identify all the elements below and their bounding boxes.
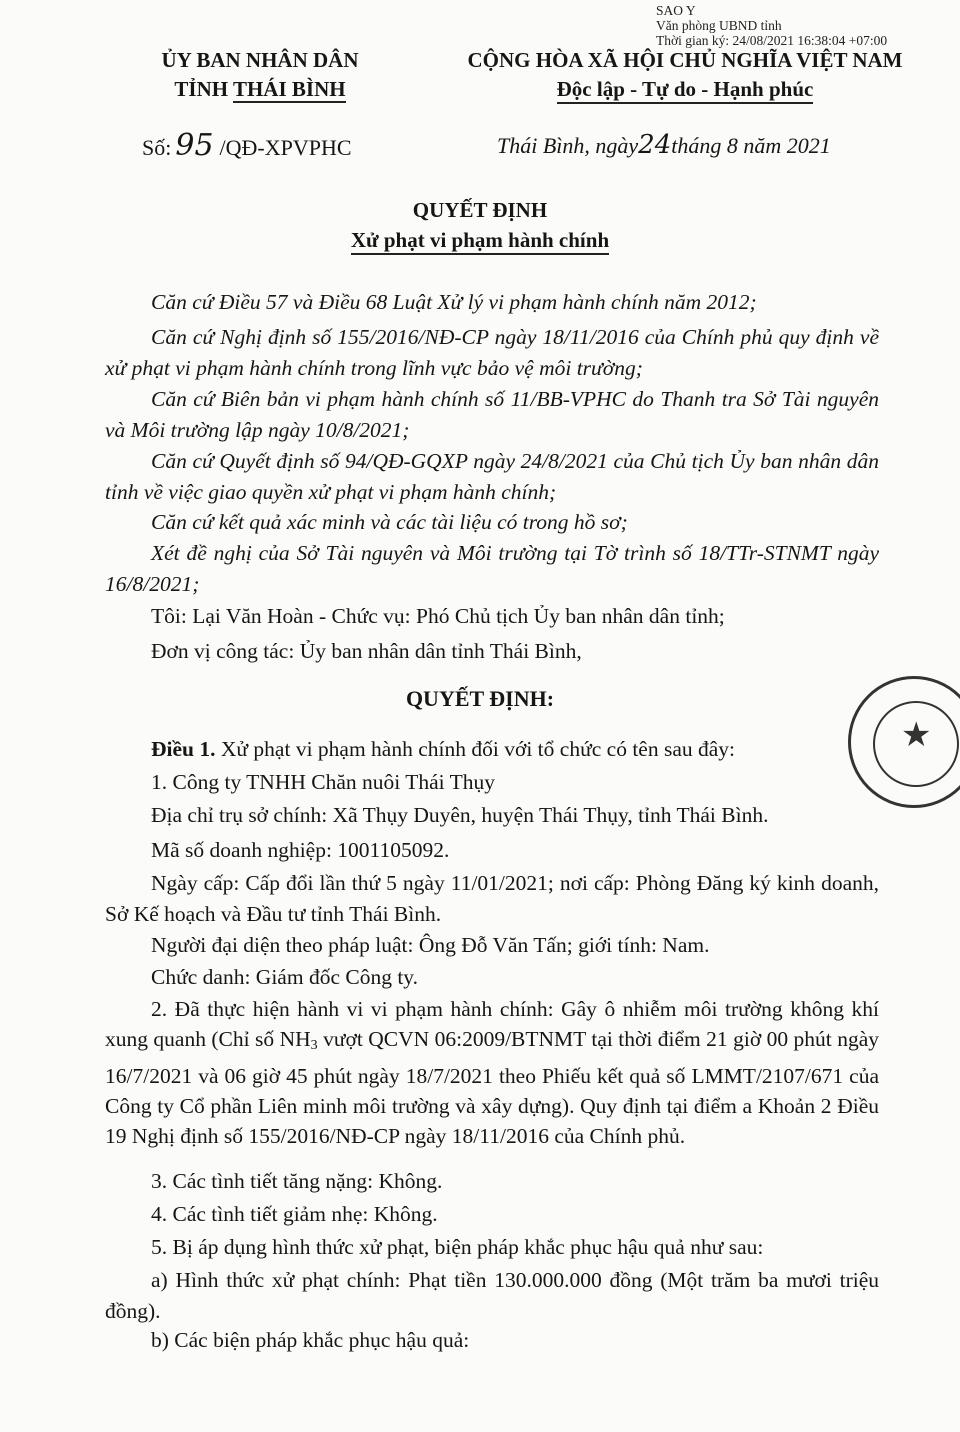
legal-representative: Người đại diện theo pháp luật: Ông Đỗ Văn Tấn; giới tính: Nam. xyxy=(151,933,710,957)
signer-unit: Đơn vị công tác: Ủy ban nhân dân tỉnh Thái Bình, xyxy=(151,639,582,663)
representative-position: Chức danh: Giám đốc Công ty. xyxy=(151,965,419,989)
violation-subscript: 3 xyxy=(310,1038,318,1053)
main-penalty: a) Hình thức xử phạt chính: Phạt tiền 130.000.000 đồng (Một trăm ba mươi triệu đồng). xyxy=(105,1268,879,1323)
copy-stamp-line-3: Thời gian ký: 24/08/2021 16:38:04 +07:00 xyxy=(656,33,888,48)
copy-certification-stamp xyxy=(656,3,887,48)
article-1-text: Xử phạt vi phạm hành chính đối với tổ chức có tên sau đây: xyxy=(215,737,736,761)
violation-text-2: vượt QCVN 06:2009/BTNMT tại thời điểm 21 giờ 00 phút ngày 16/7/2021 và 06 giờ 45 phút ngày 18/7/2021 theo Phiếu kết quả số LMMT/2107/671 của Công ty Cổ phần Liên minh môi trường và xây dựng). Quy định tại điểm a Khoản 2 Điều 19 Nghị định số 155/2016/NĐ-CP ngày 18/11/2016 của Chính phủ. xyxy=(105,1027,879,1148)
national-motto: Độc lập - Tự do - Hạnh phúc xyxy=(557,76,814,104)
national-header xyxy=(450,46,920,104)
agency-line-2-prefix: TỈNH xyxy=(174,77,233,101)
preamble-1: Căn cứ Điều 57 và Điều 68 Luật Xử lý vi phạm hành chính năm 2012; xyxy=(151,290,757,314)
company-name: 1. Công ty TNHH Chăn nuôi Thái Thụy xyxy=(151,770,495,794)
document-subtitle-text: Xử phạt vi phạm hành chính xyxy=(351,228,609,255)
company-registration: Ngày cấp: Cấp đổi lần thứ 5 ngày 11/01/2021; nơi cấp: Phòng Đăng ký kinh doanh, Sở Kế hoạch và Đầu tư tỉnh Thái Bình. xyxy=(105,871,879,926)
copy-stamp-line-2: Văn phòng UBND tỉnh xyxy=(656,18,782,33)
date-suffix: tháng 8 năm 2021 xyxy=(671,133,831,158)
document-number xyxy=(142,128,352,163)
signer-line: Tôi: Lại Văn Hoàn - Chức vụ: Phó Chủ tịch Ủy ban nhân dân tỉnh; xyxy=(151,604,725,628)
agency-line-2-underlined: THÁI BÌNH xyxy=(232,77,346,101)
document-subtitle xyxy=(0,228,960,253)
decision-heading: QUYẾT ĐỊNH: xyxy=(405,686,555,711)
preamble-2: Căn cứ Nghị định số 155/2016/NĐ-CP ngày 18/11/2016 của Chính phủ quy định về xử phạt vi phạm hành chính trong lĩnh vực bảo vệ môi trường; xyxy=(105,325,879,380)
violation-description xyxy=(105,994,879,1151)
copy-stamp-line-1: SAO Y xyxy=(656,3,696,18)
issuing-agency-header xyxy=(120,46,400,104)
mitigating-circumstances: 4. Các tình tiết giảm nhẹ: Không. xyxy=(151,1202,438,1226)
violation-text-1: 2. Đã thực hiện hành vi vi phạm hành chính: Gây ô nhiễm môi trường không khí xung quanh (Chỉ số NH xyxy=(105,997,879,1051)
date-prefix: Thái Bình, ngày xyxy=(497,133,639,158)
document-title: QUYẾT ĐỊNH xyxy=(412,198,548,222)
agency-line-1: ỦY BAN NHÂN DÂN xyxy=(161,48,359,72)
star-icon: ★ xyxy=(901,715,932,755)
company-address: Địa chỉ trụ sở chính: Xã Thụy Duyên, huyện Thái Thụy, tỉnh Thái Bình. xyxy=(151,803,769,827)
article-1-label: Điều 1. xyxy=(151,737,216,761)
preamble-4: Căn cứ Quyết định số 94/QĐ-GQXP ngày 24/8/2021 của Chủ tịch Ủy ban nhân dân tỉnh về việc giao quyền xử phạt vi phạm hành chính; xyxy=(105,449,879,504)
doc-number-prefix: Số: xyxy=(142,135,172,160)
remedial-measures: b) Các biện pháp khắc phục hậu quả: xyxy=(151,1328,470,1352)
penalty-heading: 5. Bị áp dụng hình thức xử phạt, biện pháp khắc phục hậu quả như sau: xyxy=(151,1235,764,1259)
date-day-handwritten: 24 xyxy=(638,130,672,160)
aggravating-circumstances: 3. Các tình tiết tăng nặng: Không. xyxy=(151,1169,443,1193)
preamble-3: Căn cứ Biên bản vi phạm hành chính số 11/BB-VPHC do Thanh tra Sở Tài nguyên và Môi trường lập ngày 10/8/2021; xyxy=(105,387,879,442)
document-date xyxy=(497,130,831,160)
doc-number-handwritten: 95 xyxy=(175,128,214,163)
agency-line-2 xyxy=(120,75,400,104)
nation-name: CỘNG HÒA XÃ HỘI CHỦ NGHĨA VIỆT NAM xyxy=(467,48,903,72)
doc-number-suffix: /QĐ-XPVPHC xyxy=(219,135,352,160)
company-tax-code: Mã số doanh nghiệp: 1001105092. xyxy=(151,838,450,862)
preamble-5: Căn cứ kết quả xác minh và các tài liệu có trong hồ sơ; xyxy=(151,510,628,534)
article-1 xyxy=(105,734,845,765)
preamble-6: Xét đề nghị của Sở Tài nguyên và Môi trường tại Tờ trình số 18/TTr-STNMT ngày 16/8/2021; xyxy=(105,541,879,596)
